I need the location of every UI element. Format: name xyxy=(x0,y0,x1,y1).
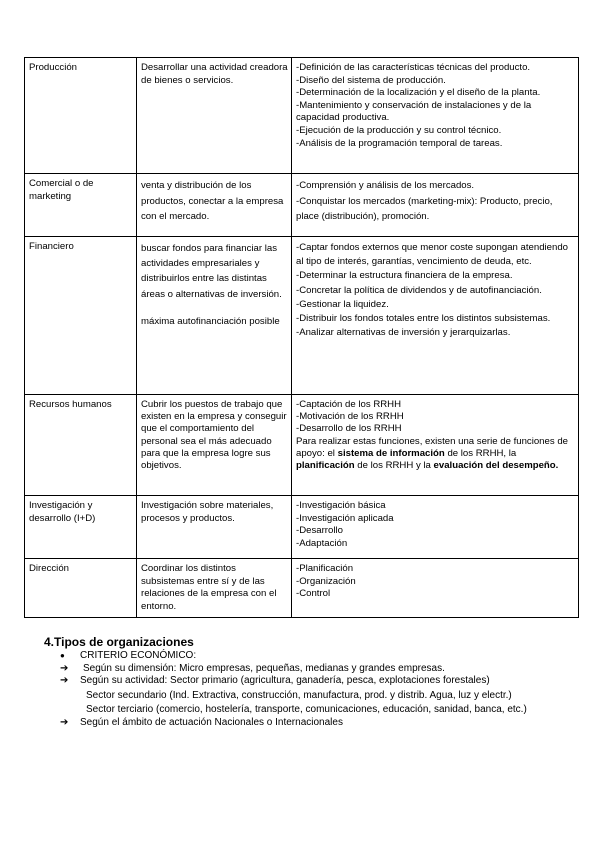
purpose-text: Cubrir los puestos de trabajo que existen en la empresa y conseguir que el comportamiento del personal sea el más adecuado para que la empresa logre sus objetivos. xyxy=(141,399,287,472)
criterion-text: CRITERIO ECONÓMICO: xyxy=(80,650,197,662)
arrow-icon: ➔ xyxy=(60,717,69,729)
function-item: -Comprensión y análisis de los mercados. xyxy=(296,180,475,191)
function-item: -Motivación de los RRHH xyxy=(296,411,404,423)
functions-cell xyxy=(292,237,579,395)
function-item: -Conquistar los mercados (marketing-mix): Producto, precio, place (distribución), promoción. xyxy=(296,195,553,222)
purpose-text: Coordinar los distintos subsistemas entre sí y de las relaciones de la empresa con el entorno. xyxy=(141,563,277,612)
function-item: -Captar fondos externos que menor coste supongan atendiendo al tipo de interés, garantías, vencimiento de deuda, etc. xyxy=(296,242,569,268)
area-name: Recursos humanos xyxy=(29,399,112,410)
table-row xyxy=(25,395,579,496)
purpose-cell xyxy=(137,58,292,174)
area-cell xyxy=(25,496,137,559)
organization-types-section xyxy=(44,636,584,730)
function-item: -Determinar la estructura financiera de la empresa. xyxy=(296,270,513,282)
support-functions-text: Para realizar estas funciones, existen una serie de funciones de apoyo: el sistema de información de los RRHH, la planificación de los RRHH y la evaluación del desempeño. xyxy=(296,435,568,472)
function-item: -Concretar la política de dividendos y de autofinanciación. xyxy=(296,284,542,296)
function-item: -Captación de los RRHH xyxy=(296,399,402,410)
functions-cell xyxy=(292,395,579,496)
function-item: -Mantenimiento y conservación de instalaciones y de la capacidad productiva. xyxy=(296,99,532,124)
purpose-cell xyxy=(137,559,292,618)
area-name: Producción xyxy=(29,62,77,73)
purpose-text: buscar fondos para financiar las actividades empresariales y distribuirlos entre las distintas áreas o alternativas de inversión. xyxy=(141,243,282,300)
function-item: -Organización xyxy=(296,575,356,587)
area-cell xyxy=(25,58,137,174)
list-item-text: Según su dimensión: Micro empresas, pequeñas, medianas y grandes empresas. xyxy=(83,662,445,674)
purpose-text: Investigación sobre materiales, procesos y productos. xyxy=(141,500,274,524)
section-title: 4.Tipos de organizaciones xyxy=(44,635,194,649)
area-name: Comercial o de marketing xyxy=(29,178,94,202)
area-cell xyxy=(25,237,137,395)
functions-cell xyxy=(292,174,579,237)
area-name: Investigación y desarrollo (I+D) xyxy=(29,500,96,524)
list-item xyxy=(44,663,584,675)
function-item: -Análisis de la programación temporal de tareas. xyxy=(296,137,503,149)
table-row xyxy=(25,174,579,237)
function-item: -Gestionar la liquidez. xyxy=(296,298,389,310)
function-item: -Adaptación xyxy=(296,537,348,549)
list-item xyxy=(44,675,584,716)
functions-cell xyxy=(292,58,579,174)
list-item-text: Según su actividad: Sector primario (agricultura, ganadería, pesca, explotaciones forestales) xyxy=(80,675,490,687)
table-row xyxy=(25,559,579,618)
function-item: -Control xyxy=(296,588,331,600)
purpose-text: Desarrollar una actividad creadora de bienes o servicios. xyxy=(141,62,288,86)
function-item: -Desarrollo xyxy=(296,525,343,537)
functions-table xyxy=(24,57,579,618)
table-row xyxy=(25,237,579,395)
function-item: -Determinación de la localización y el diseño de la planta. xyxy=(296,87,541,99)
arrow-icon: ➔ xyxy=(60,662,69,674)
area-name: Financiero xyxy=(29,241,74,252)
function-item: -Desarrollo de los RRHH xyxy=(296,423,402,435)
function-item: -Diseño del sistema de producción. xyxy=(296,74,446,86)
list-item-text: Sector terciario (comercio, hostelería, transporte, comunicaciones, educación, sanidad, banca, etc.) xyxy=(86,704,527,716)
area-cell xyxy=(25,559,137,618)
function-item: -Investigación aplicada xyxy=(296,512,394,524)
list-item xyxy=(44,717,584,729)
function-item: -Planificación xyxy=(296,563,354,574)
functions-cell xyxy=(292,559,579,618)
purpose-text: venta y distribución de los productos, conectar a la empresa con el mercado. xyxy=(141,180,284,222)
functions-cell xyxy=(292,496,579,559)
bullet-icon: ● xyxy=(60,651,65,661)
purpose-cell xyxy=(137,496,292,559)
function-item: -Definición de las características técnicas del producto. xyxy=(296,62,531,73)
function-item: -Ejecución de la producción y su control técnico. xyxy=(296,124,502,136)
arrow-icon: ➔ xyxy=(60,675,69,687)
purpose-text: máxima autofinanciación posible xyxy=(141,315,280,327)
list-item-text: Según el ámbito de actuación Nacionales o Internacionales xyxy=(80,717,343,729)
criterion-bullet xyxy=(44,650,584,662)
function-item: -Analizar alternativas de inversión y jerarquizarlas. xyxy=(296,327,511,339)
area-cell xyxy=(25,395,137,496)
purpose-cell xyxy=(137,395,292,496)
purpose-cell xyxy=(137,174,292,237)
area-name: Dirección xyxy=(29,563,69,574)
purpose-cell xyxy=(137,237,292,395)
area-cell xyxy=(25,174,137,237)
function-item: -Distribuir los fondos totales entre los distintos subsistemas. xyxy=(296,313,551,325)
function-item: -Investigación básica xyxy=(296,500,386,511)
table-row xyxy=(25,496,579,559)
table-row xyxy=(25,58,579,174)
list-item-text: Sector secundario (Ind. Extractiva, construcción, manufactura, prod. y distrib. Agua, luz y electr.) xyxy=(86,689,512,701)
